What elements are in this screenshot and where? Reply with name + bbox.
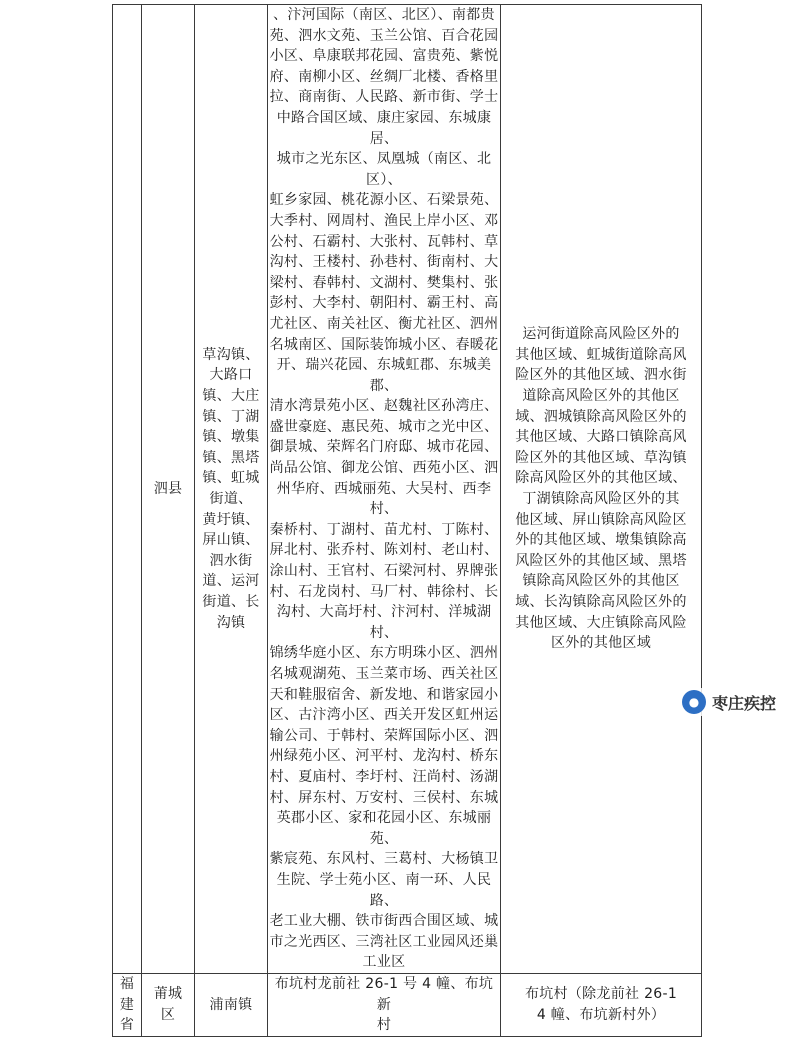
- town-line: 泗水街: [209, 552, 253, 569]
- province-cell: [113, 5, 142, 974]
- town-line: 草沟镇、: [202, 346, 260, 363]
- town-line: 镇、虹城: [202, 470, 260, 487]
- high-risk-line: 清水湾景苑小区、赵魏社区孙湾庄、: [269, 398, 499, 415]
- high-risk-line: 沟村、王楼村、孙巷村、街南村、大: [269, 254, 499, 271]
- high-risk-line: 御景城、荣辉名门府邸、城市花园、: [269, 439, 499, 456]
- other-area-line: 丁湖镇除高风险区外的其: [522, 490, 680, 507]
- town-line: 街道、: [209, 490, 253, 507]
- other-area-line: 其他区域、虹城街道除高风: [515, 346, 687, 363]
- other-area-line: 区外的其他区域: [550, 635, 652, 652]
- other-area-line: 其他区域、大庄镇除高风险: [515, 614, 687, 631]
- high-risk-line: 布坑村龙前社 26-1 号 4 幢、布坑新: [274, 975, 494, 1013]
- city-cell: [142, 5, 195, 974]
- high-risk-line: 城市之光东区、凤凰城（南区、北区）、: [276, 151, 492, 188]
- town-line: 黄圩镇、: [202, 511, 260, 528]
- high-risk-line: 秦桥村、丁湖村、苗尤村、丁陈村、: [269, 521, 499, 538]
- high-risk-line: 村、石龙岗村、马厂村、韩徐村、长: [269, 583, 499, 600]
- high-risk-line: 名城南区、国际装饰城小区、春暖花: [269, 336, 499, 353]
- high-risk-line: 市之光西区、三湾社区工业园风还巢: [269, 933, 499, 950]
- high-risk-area-cell: [268, 5, 501, 974]
- town-cell: [195, 973, 268, 1036]
- high-risk-line: 彭村、大李村、朝阳村、霸王村、高: [269, 295, 499, 312]
- high-risk-line: 屏北村、张乔村、陈刘村、老山村、: [269, 542, 499, 559]
- high-risk-line: 村、屏东村、万安村、三侯村、东城: [269, 789, 499, 806]
- high-risk-line: 紫宸苑、东风村、三葛村、大杨镇卫: [269, 851, 499, 868]
- town-line: 沟镇: [216, 614, 246, 631]
- other-area-line: 道除高风险区外的其他区: [522, 387, 680, 404]
- high-risk-line: 、汴河国际（南区、北区）、南都贵: [273, 7, 495, 23]
- other-area-line: 域、泗城镇除高风险区外的: [515, 408, 687, 425]
- high-risk-line: 拉、商南街、人民路、新市街、学士: [269, 89, 499, 106]
- town-line: 镇、大庄: [202, 387, 260, 404]
- town-line: 道、运河: [202, 573, 260, 590]
- high-risk-line: 州华府、西城丽苑、大吴村、西李村、: [276, 480, 492, 518]
- other-area-line: 运河街道除高风险区外的: [522, 326, 680, 343]
- city-name: 区: [160, 1006, 176, 1023]
- town-line: 屏山镇、: [202, 532, 260, 549]
- high-risk-line: 梁村、春韩村、文湖村、樊集村、张: [269, 274, 499, 291]
- other-area-line: 险区外的其他区域、泗水街: [515, 367, 687, 384]
- town-line: 街道、长: [202, 593, 260, 610]
- table-row: [113, 973, 702, 1036]
- high-risk-line: 村: [376, 1017, 392, 1034]
- city-cell: [142, 973, 195, 1036]
- province-char: 建: [119, 996, 135, 1013]
- other-area-line: 险区外的其他区域、草沟镇: [515, 449, 687, 466]
- high-risk-line: 中路合国区域、康庄家园、东城康居、: [276, 109, 492, 147]
- high-risk-line: 盛世豪庭、惠民苑、城市之光中区、: [269, 418, 499, 435]
- other-area-line: 他区域、屏山镇除高风险区: [515, 511, 687, 528]
- high-risk-line: 州绿苑小区、河平村、龙沟村、桥东: [269, 748, 499, 765]
- high-risk-line: 老工业大棚、铁市街西合围区域、城: [269, 913, 499, 930]
- high-risk-line: 小区、阜康联邦花园、富贵苑、紫悦: [269, 48, 499, 65]
- town-name: 浦南镇: [209, 996, 253, 1013]
- other-area-line: 镇除高风险区外的其他区: [522, 573, 680, 590]
- high-risk-line: 天和鞋服宿舍、新发地、和谐家园小: [269, 686, 499, 703]
- town-line: 镇、黑塔: [202, 449, 260, 466]
- high-risk-line: 沟村、大高圩村、汴河村、洋城湖村、: [276, 604, 492, 641]
- city-name: 泗县: [153, 480, 183, 497]
- high-risk-line: 英郡小区、家和花园小区、东城丽苑、: [276, 810, 492, 847]
- high-risk-line: 开、瑞兴花园、东城虹郡、东城美郡、: [276, 357, 492, 394]
- high-risk-line: 府、南柳小区、丝绸厂北楼、香格里: [269, 68, 499, 85]
- province-char: 福: [119, 975, 135, 992]
- other-area-cell: [501, 973, 702, 1036]
- wechat-logo-icon: ●: [682, 690, 706, 714]
- high-risk-line: 苑、泗水文苑、玉兰公馆、百合花园: [269, 27, 499, 44]
- city-name: 莆城: [153, 986, 183, 1003]
- other-area-line: 除高风险区外的其他区域、: [515, 470, 687, 487]
- other-area-line: 外的其他区域、墩集镇除高: [515, 532, 687, 549]
- table-row: [113, 5, 702, 974]
- watermark-text: 枣庄疾控: [711, 693, 776, 713]
- high-risk-line: 公村、石霸村、大张村、瓦韩村、草: [269, 233, 499, 250]
- watermark: [676, 688, 782, 716]
- high-risk-line: 涂山村、王官村、石梁河村、界牌张: [269, 563, 499, 580]
- high-risk-line: 尤社区、南关社区、衡尤社区、泗州: [269, 315, 499, 332]
- other-area-line: 布坑村（除龙前社 26-1: [524, 986, 678, 1003]
- high-risk-line: 生院、学士苑小区、南一环、人民路、: [276, 871, 492, 909]
- other-area-line: 风险区外的其他区域、黑塔: [515, 552, 687, 569]
- high-risk-line: 输公司、于韩村、荣辉国际小区、泗: [269, 727, 499, 744]
- town-list-cell: [195, 5, 268, 974]
- high-risk-line: 虹乡家园、桃花源小区、石梁景苑、: [269, 192, 499, 209]
- high-risk-line: 区、古汴湾小区、西关开发区虹州运: [269, 707, 499, 724]
- town-line: 镇、丁湖: [202, 408, 260, 425]
- high-risk-line: 锦绣华庭小区、东方明珠小区、泗州: [269, 645, 499, 662]
- high-risk-line: 村、夏庙村、李圩村、汪尚村、汤湖: [269, 768, 499, 785]
- high-risk-line: 工业区: [362, 954, 406, 971]
- risk-area-table: [112, 4, 702, 1037]
- high-risk-area-cell: [268, 973, 501, 1036]
- other-area-line: 4 幢、布坑新村外）: [536, 1006, 666, 1023]
- town-line: 镇、墩集: [202, 429, 260, 446]
- high-risk-line: 大季村、网周村、渔民上岸小区、邓: [269, 212, 499, 229]
- province-cell: [113, 973, 142, 1036]
- high-risk-line: 名城观湖苑、玉兰菜市场、西关社区: [269, 666, 499, 682]
- other-area-cell: [501, 5, 702, 974]
- high-risk-line: 尚品公馆、御龙公馆、西苑小区、泗: [269, 460, 499, 477]
- province-char: 省: [119, 1017, 135, 1034]
- other-area-line: 域、长沟镇除高风险区外的: [515, 593, 687, 610]
- town-line: 大路口: [209, 367, 253, 384]
- other-area-line: 其他区域、大路口镇除高风: [515, 429, 687, 446]
